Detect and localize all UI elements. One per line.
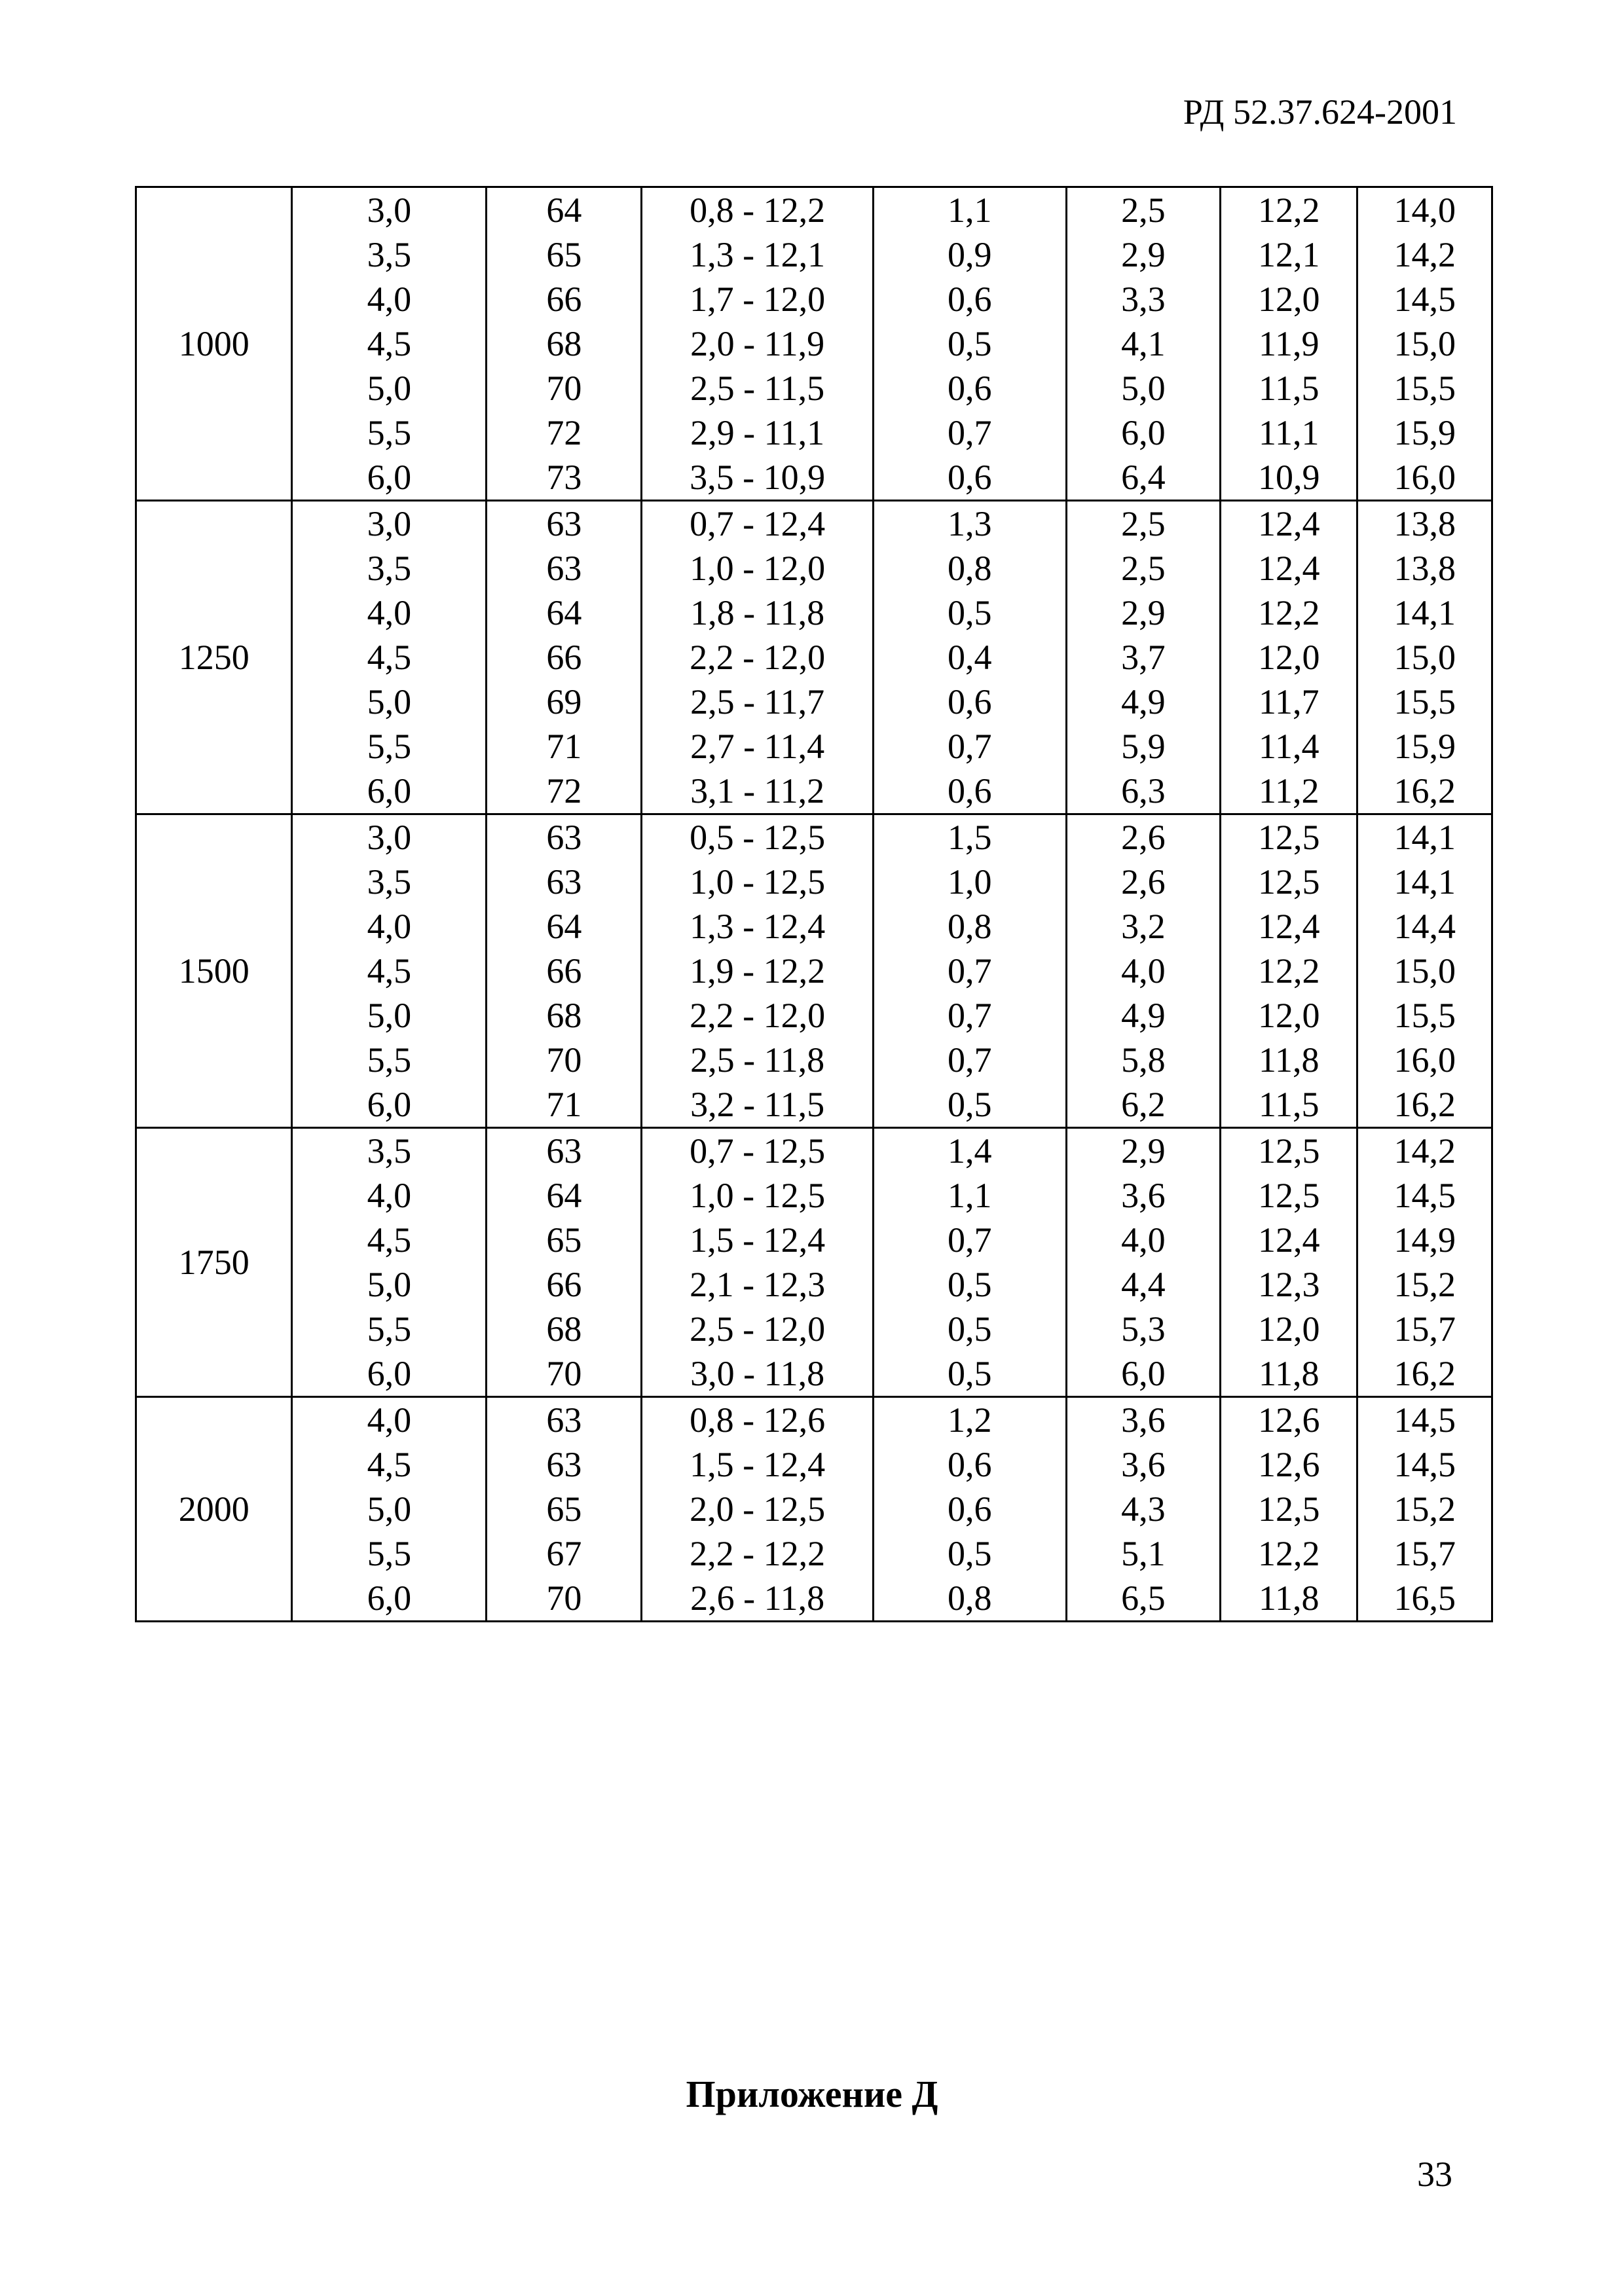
- table-cell: [487, 1397, 642, 1622]
- cell-value: 11,9: [1258, 324, 1320, 363]
- cell-value: 12,0: [1257, 638, 1320, 677]
- cell-value: 3,7: [1121, 638, 1166, 677]
- cell-value: 3,0: [367, 504, 412, 543]
- cell-value: 2,7 - 11,4: [690, 727, 825, 766]
- cell-value: 2,2 - 12,0: [690, 996, 826, 1035]
- cell-value: 5,0: [367, 1489, 412, 1529]
- cell-value: 65: [546, 235, 582, 274]
- cell-value: 1,4: [948, 1131, 992, 1171]
- cell-value: 4,3: [1121, 1489, 1166, 1529]
- cell-value: 12,3: [1257, 1265, 1320, 1304]
- cell-value: 63: [546, 862, 582, 902]
- cell-value: 0,7 - 12,4: [690, 504, 826, 543]
- cell-value: 0,8 - 12,6: [690, 1400, 826, 1440]
- cell-value: 16,2: [1393, 1085, 1456, 1124]
- table-cell: [1220, 814, 1357, 1128]
- cell-value: 12,5: [1257, 1176, 1320, 1215]
- cell-value: 6,0: [367, 1085, 412, 1124]
- cell-value: 0,5 - 12,5: [690, 818, 826, 857]
- cell-value: 65: [546, 1220, 582, 1260]
- table-cell: [1220, 1128, 1357, 1397]
- cell-value: 14,5: [1393, 1176, 1456, 1215]
- cell-value: 1,8 - 11,8: [690, 593, 825, 632]
- cell-value: 14,5: [1393, 1400, 1456, 1440]
- cell-value: 12,0: [1257, 280, 1320, 319]
- cell-value: 3,3: [1121, 280, 1166, 319]
- cell-value: 4,1: [1121, 324, 1166, 363]
- cell-value: 11,7: [1258, 682, 1320, 721]
- cell-value: 12,4: [1257, 504, 1320, 543]
- cell-value: 5,0: [367, 1265, 412, 1304]
- cell-value: 64: [546, 1176, 582, 1215]
- table-cell: [642, 814, 873, 1128]
- cell-value: 6,0: [367, 1354, 412, 1393]
- cell-value: 13,8: [1393, 549, 1456, 588]
- cell-value: 2,5 - 11,8: [690, 1040, 825, 1080]
- cell-value: 11,8: [1258, 1578, 1320, 1618]
- cell-value: 1,5: [948, 818, 992, 857]
- table-group: [136, 814, 1492, 1128]
- cell-value: 4,4: [1121, 1265, 1166, 1304]
- cell-value: 14,5: [1393, 1445, 1456, 1484]
- cell-value: 1,7 - 12,0: [690, 280, 826, 319]
- cell-value: 70: [546, 1578, 582, 1618]
- cell-value: 14,2: [1393, 235, 1456, 274]
- table-cell: [873, 187, 1066, 501]
- cell-value: 5,5: [367, 727, 412, 766]
- cell-value: 2,5 - 12,0: [690, 1309, 826, 1349]
- cell-value: 6,0: [1121, 1354, 1166, 1393]
- table-cell: [292, 1128, 487, 1397]
- cell-value: 12,4: [1257, 1220, 1320, 1260]
- cell-value: 4,5: [367, 1220, 412, 1260]
- table-cell: [1357, 1128, 1492, 1397]
- cell-value: 63: [546, 1400, 582, 1440]
- cell-value: 6,0: [1121, 413, 1166, 452]
- cell-value: 4,0: [367, 1176, 412, 1215]
- cell-value: 2,5: [1121, 191, 1166, 230]
- cell-value: 12,4: [1257, 549, 1320, 588]
- cell-value: 3,1 - 11,2: [690, 771, 825, 811]
- cell-value: 12,6: [1257, 1445, 1320, 1484]
- group-key-cell: 1000: [136, 187, 292, 501]
- cell-value: 15,5: [1393, 682, 1456, 721]
- table-cell: [1066, 1397, 1220, 1622]
- cell-value: 0,4: [948, 638, 992, 677]
- cell-value: 0,5: [948, 1534, 992, 1573]
- cell-value: 1,3 - 12,4: [690, 907, 826, 946]
- cell-value: 12,2: [1257, 593, 1320, 632]
- cell-value: 3,0 - 11,8: [690, 1354, 825, 1393]
- table-cell: [1220, 501, 1357, 814]
- cell-value: 13,8: [1393, 504, 1456, 543]
- cell-value: 0,7: [948, 996, 992, 1035]
- cell-value: 2,6: [1121, 862, 1166, 902]
- cell-value: 15,2: [1393, 1265, 1456, 1304]
- document-code: РД 52.37.624-2001: [1183, 92, 1457, 132]
- cell-value: 16,2: [1393, 771, 1456, 811]
- cell-value: 12,6: [1257, 1400, 1320, 1440]
- cell-value: 5,0: [367, 682, 412, 721]
- cell-value: 0,8: [948, 549, 992, 588]
- table-group: [136, 187, 1492, 501]
- cell-value: 12,2: [1257, 1534, 1320, 1573]
- cell-value: 63: [546, 504, 582, 543]
- cell-value: 6,2: [1121, 1085, 1166, 1124]
- cell-value: 3,0: [367, 191, 412, 230]
- cell-value: 1,9 - 12,2: [690, 951, 826, 991]
- cell-value: 70: [546, 1354, 582, 1393]
- cell-value: 0,6: [948, 458, 992, 497]
- cell-value: 70: [546, 1040, 582, 1080]
- cell-value: 5,0: [367, 996, 412, 1035]
- cell-value: 6,4: [1121, 458, 1166, 497]
- cell-value: 14,5: [1393, 280, 1456, 319]
- cell-value: 0,7: [948, 1040, 992, 1080]
- cell-value: 4,5: [367, 638, 412, 677]
- cell-value: 3,2: [1121, 907, 1166, 946]
- cell-value: 12,5: [1257, 818, 1320, 857]
- cell-value: 1,5 - 12,4: [690, 1445, 826, 1484]
- cell-value: 66: [546, 280, 582, 319]
- table-cell: [1066, 187, 1220, 501]
- table-cell: [1357, 814, 1492, 1128]
- cell-value: 5,1: [1121, 1534, 1166, 1573]
- cell-value: 6,5: [1121, 1578, 1166, 1618]
- cell-value: 5,3: [1121, 1309, 1166, 1349]
- cell-value: 67: [546, 1534, 582, 1573]
- cell-value: 12,5: [1257, 1489, 1320, 1529]
- cell-value: 6,0: [367, 458, 412, 497]
- cell-value: 0,8: [948, 907, 992, 946]
- cell-value: 0,5: [948, 593, 992, 632]
- cell-value: 2,5: [1121, 549, 1166, 588]
- cell-value: 2,9: [1121, 1131, 1166, 1171]
- cell-value: 0,5: [948, 324, 992, 363]
- table-row: [136, 1128, 1492, 1397]
- cell-value: 10,9: [1257, 458, 1320, 497]
- cell-value: 2,0 - 11,9: [690, 324, 825, 363]
- table-cell: [1357, 501, 1492, 814]
- cell-value: 1,0: [948, 862, 992, 902]
- cell-value: 5,5: [367, 413, 412, 452]
- cell-value: 15,2: [1393, 1489, 1456, 1529]
- cell-value: 5,5: [367, 1040, 412, 1080]
- cell-value: 14,9: [1393, 1220, 1456, 1260]
- cell-value: 12,4: [1257, 907, 1320, 946]
- cell-value: 0,5: [948, 1265, 992, 1304]
- cell-value: 16,0: [1393, 1040, 1456, 1080]
- cell-value: 14,1: [1393, 818, 1456, 857]
- cell-value: 0,9: [948, 235, 992, 274]
- cell-value: 0,6: [948, 369, 992, 408]
- cell-value: 69: [546, 682, 582, 721]
- cell-value: 12,0: [1257, 996, 1320, 1035]
- cell-value: 12,2: [1257, 951, 1320, 991]
- table-cell: [292, 501, 487, 814]
- cell-value: 0,6: [948, 771, 992, 811]
- table-cell: [1357, 187, 1492, 501]
- cell-value: 71: [546, 727, 582, 766]
- cell-value: 1,5 - 12,4: [690, 1220, 826, 1260]
- cell-value: 5,5: [367, 1309, 412, 1349]
- cell-value: 11,5: [1258, 1085, 1320, 1124]
- cell-value: 66: [546, 638, 582, 677]
- table-cell: [642, 1128, 873, 1397]
- cell-value: 3,5: [367, 549, 412, 588]
- cell-value: 15,5: [1393, 369, 1456, 408]
- cell-value: 3,6: [1121, 1176, 1166, 1215]
- cell-value: 68: [546, 1309, 582, 1349]
- table-group: [136, 501, 1492, 814]
- cell-value: 4,5: [367, 951, 412, 991]
- group-key-cell: 1250: [136, 501, 292, 814]
- cell-value: 3,0: [367, 818, 412, 857]
- cell-value: 66: [546, 1265, 582, 1304]
- cell-value: 66: [546, 951, 582, 991]
- cell-value: 5,0: [367, 369, 412, 408]
- cell-value: 63: [546, 1445, 582, 1484]
- cell-value: 16,2: [1393, 1354, 1456, 1393]
- cell-value: 11,1: [1258, 413, 1320, 452]
- cell-value: 68: [546, 996, 582, 1035]
- cell-value: 1,1: [948, 191, 992, 230]
- cell-value: 6,0: [367, 771, 412, 811]
- cell-value: 0,5: [948, 1309, 992, 1349]
- table-cell: [487, 814, 642, 1128]
- cell-value: 64: [546, 191, 582, 230]
- cell-value: 15,7: [1393, 1309, 1456, 1349]
- table-cell: [873, 1397, 1066, 1622]
- cell-value: 2,6 - 11,8: [690, 1578, 825, 1618]
- cell-value: 4,0: [367, 1400, 412, 1440]
- cell-value: 4,0: [367, 593, 412, 632]
- table-cell: [1066, 1128, 1220, 1397]
- cell-value: 1,0 - 12,5: [690, 1176, 826, 1215]
- cell-value: 0,7: [948, 727, 992, 766]
- cell-value: 4,0: [367, 907, 412, 946]
- cell-value: 6,3: [1121, 771, 1166, 811]
- cell-value: 4,0: [367, 280, 412, 319]
- cell-value: 0,8 - 12,2: [690, 191, 826, 230]
- cell-value: 15,7: [1393, 1534, 1456, 1573]
- cell-value: 3,6: [1121, 1400, 1166, 1440]
- table-cell: [642, 501, 873, 814]
- table-cell: [873, 501, 1066, 814]
- cell-value: 12,5: [1257, 1131, 1320, 1171]
- table-cell: [1066, 814, 1220, 1128]
- cell-value: 11,8: [1258, 1040, 1320, 1080]
- cell-value: 4,0: [1121, 951, 1166, 991]
- cell-value: 4,5: [367, 324, 412, 363]
- cell-value: 3,5 - 10,9: [690, 458, 826, 497]
- cell-value: 72: [546, 771, 582, 811]
- group-key-cell: 1750: [136, 1128, 292, 1397]
- cell-value: 0,7 - 12,5: [690, 1131, 826, 1171]
- table-group: [136, 1397, 1492, 1622]
- cell-value: 15,0: [1393, 951, 1456, 991]
- cell-value: 5,9: [1121, 727, 1166, 766]
- table-group: [136, 1128, 1492, 1397]
- table-cell: [487, 501, 642, 814]
- cell-value: 72: [546, 413, 582, 452]
- cell-value: 0,5: [948, 1085, 992, 1124]
- cell-value: 0,6: [948, 1445, 992, 1484]
- cell-value: 71: [546, 1085, 582, 1124]
- table-cell: [487, 187, 642, 501]
- table-cell: [1220, 1397, 1357, 1622]
- cell-value: 3,5: [367, 1131, 412, 1171]
- cell-value: 11,2: [1258, 771, 1320, 811]
- cell-value: 4,5: [367, 1445, 412, 1484]
- cell-value: 16,5: [1393, 1578, 1456, 1618]
- cell-value: 2,9 - 11,1: [690, 413, 825, 452]
- table-cell: [873, 1128, 1066, 1397]
- cell-value: 3,5: [367, 235, 412, 274]
- cell-value: 64: [546, 593, 582, 632]
- table-cell: [873, 814, 1066, 1128]
- cell-value: 12,2: [1257, 191, 1320, 230]
- cell-value: 2,9: [1121, 235, 1166, 274]
- table-row: [136, 501, 1492, 814]
- cell-value: 1,2: [948, 1400, 992, 1440]
- cell-value: 2,0 - 12,5: [690, 1489, 826, 1529]
- cell-value: 3,6: [1121, 1445, 1166, 1484]
- cell-value: 70: [546, 369, 582, 408]
- cell-value: 65: [546, 1489, 582, 1529]
- table-cell: [487, 1128, 642, 1397]
- cell-value: 15,9: [1393, 727, 1456, 766]
- page-number: 33: [1417, 2155, 1452, 2194]
- cell-value: 2,6: [1121, 818, 1166, 857]
- cell-value: 15,0: [1393, 324, 1456, 363]
- cell-value: 73: [546, 458, 582, 497]
- cell-value: 0,6: [948, 682, 992, 721]
- group-key-cell: 2000: [136, 1397, 292, 1622]
- table-row: [136, 1397, 1492, 1622]
- cell-value: 2,5 - 11,5: [690, 369, 825, 408]
- cell-value: 64: [546, 907, 582, 946]
- cell-value: 68: [546, 324, 582, 363]
- cell-value: 12,0: [1257, 1309, 1320, 1349]
- cell-value: 14,0: [1393, 191, 1456, 230]
- cell-value: 2,2 - 12,0: [690, 638, 826, 677]
- cell-value: 3,2 - 11,5: [690, 1085, 825, 1124]
- cell-value: 0,7: [948, 951, 992, 991]
- cell-value: 0,7: [948, 413, 992, 452]
- cell-value: 16,0: [1393, 458, 1456, 497]
- cell-value: 15,9: [1393, 413, 1456, 452]
- cell-value: 63: [546, 818, 582, 857]
- table-cell: [292, 814, 487, 1128]
- cell-value: 14,4: [1393, 907, 1456, 946]
- cell-value: 2,9: [1121, 593, 1166, 632]
- cell-value: 11,4: [1258, 727, 1320, 766]
- cell-value: 63: [546, 549, 582, 588]
- cell-value: 0,7: [948, 1220, 992, 1260]
- cell-value: 14,1: [1393, 862, 1456, 902]
- data-table: [135, 186, 1493, 1622]
- cell-value: 15,5: [1393, 996, 1456, 1035]
- cell-value: 4,9: [1121, 996, 1166, 1035]
- cell-value: 14,2: [1393, 1131, 1456, 1171]
- cell-value: 4,0: [1121, 1220, 1166, 1260]
- table-cell: [1220, 187, 1357, 501]
- cell-value: 2,5 - 11,7: [690, 682, 825, 721]
- cell-value: 0,6: [948, 280, 992, 319]
- cell-value: 2,5: [1121, 504, 1166, 543]
- cell-value: 5,5: [367, 1534, 412, 1573]
- cell-value: 5,0: [1121, 369, 1166, 408]
- table-cell: [292, 187, 487, 501]
- table-row: [136, 814, 1492, 1128]
- cell-value: 12,1: [1257, 235, 1320, 274]
- table-cell: [1066, 501, 1220, 814]
- cell-value: 11,8: [1258, 1354, 1320, 1393]
- cell-value: 6,0: [367, 1578, 412, 1618]
- cell-value: 1,3: [948, 504, 992, 543]
- cell-value: 63: [546, 1131, 582, 1171]
- cell-value: 0,8: [948, 1578, 992, 1618]
- table-cell: [1357, 1397, 1492, 1622]
- cell-value: 1,3 - 12,1: [690, 235, 826, 274]
- cell-value: 1,1: [948, 1176, 992, 1215]
- cell-value: 15,0: [1393, 638, 1456, 677]
- cell-value: 1,0 - 12,0: [690, 549, 826, 588]
- table-row: [136, 187, 1492, 501]
- cell-value: 5,8: [1121, 1040, 1166, 1080]
- cell-value: 1,0 - 12,5: [690, 862, 826, 902]
- cell-value: 4,9: [1121, 682, 1166, 721]
- table-cell: [642, 1397, 873, 1622]
- cell-value: 0,6: [948, 1489, 992, 1529]
- cell-value: 14,1: [1393, 593, 1456, 632]
- table-cell: [292, 1397, 487, 1622]
- cell-value: 2,1 - 12,3: [690, 1265, 826, 1304]
- cell-value: 2,2 - 12,2: [690, 1534, 826, 1573]
- cell-value: 0,5: [948, 1354, 992, 1393]
- table-cell: [642, 187, 873, 501]
- cell-value: 11,5: [1258, 369, 1320, 408]
- appendix-title: Приложение Д: [686, 2073, 938, 2115]
- group-key-cell: 1500: [136, 814, 292, 1128]
- cell-value: 12,5: [1257, 862, 1320, 902]
- cell-value: 3,5: [367, 862, 412, 902]
